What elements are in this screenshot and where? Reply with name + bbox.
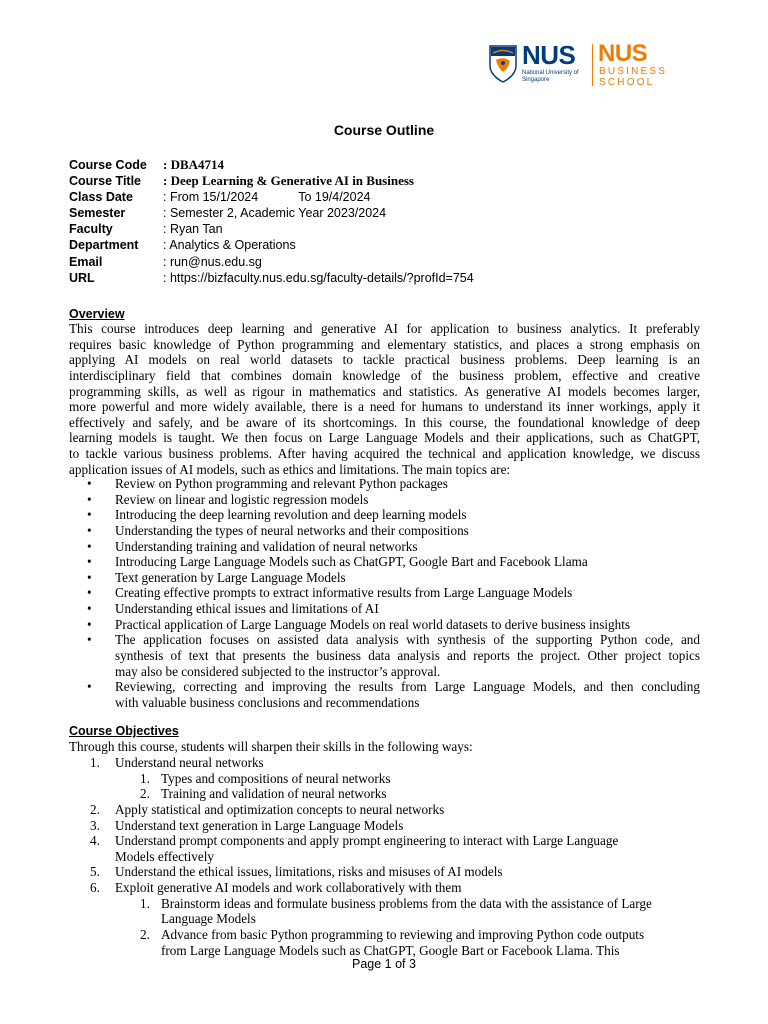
objective-text: Brainstorm ideas and formulate business problems from the data with the assistance of Large: [161, 895, 652, 911]
objective-item: [69, 818, 700, 834]
list-item-text: Understanding ethical issues and limitations of AI: [115, 601, 379, 617]
paragraph-line: learning models is taught. We then focus on Large Language Models and their applications, such as ChatGPT,: [69, 430, 700, 446]
objective-item: [69, 802, 700, 818]
info-row-email: [69, 254, 474, 270]
paragraph-line: to tackle various business problems. After having acquired the technical and application knowledge, we discuss: [69, 446, 700, 462]
info-value-end-date: To 19/4/2024: [298, 190, 371, 205]
overview-heading: Overview: [69, 307, 125, 321]
info-label: Class Date: [69, 190, 133, 205]
course-info-table: [69, 157, 474, 286]
bullet-icon: •: [87, 538, 92, 554]
email-link[interactable]: : run@nus.edu.sg: [163, 254, 262, 269]
info-label: Email: [69, 254, 103, 269]
objectives-intro: Through this course, students will sharpen their skills in the following ways:: [69, 739, 473, 754]
objective-item: [69, 849, 700, 865]
info-label: Course Code: [69, 158, 147, 172]
page-title: Course Outline: [333, 122, 435, 138]
objective-item: [69, 755, 700, 771]
business-school-logo-line1: BUSINESS: [599, 66, 668, 77]
nus-crest-icon: [488, 44, 518, 84]
business-school-logo-line2: SCHOOL: [599, 77, 655, 88]
list-item-text: Review on linear and logistic regression models: [115, 491, 369, 507]
nus-logo-subtext: National University of Singapore: [522, 70, 579, 83]
objective-number: 5.: [90, 864, 100, 880]
info-value: : Ryan Tan: [163, 222, 223, 237]
list-item-text: The application focuses on assisted data analysis with synthesis of the supporting Python code, and: [115, 632, 700, 648]
info-row-department: [69, 237, 474, 253]
list-item-text: Understanding training and validation of neural networks: [115, 538, 418, 554]
objectives-numbered-list: [69, 755, 700, 958]
list-item: [69, 570, 700, 586]
list-item: [69, 632, 700, 679]
info-value: : Analytics & Operations: [163, 238, 296, 253]
list-item-text: synthesis of text that presents the business data analysis and reports the project. Other project topics: [115, 648, 700, 664]
info-label: Semester: [69, 206, 126, 221]
paragraph-line: more powerful and more widely available, there is a need for humans to understand its inner workings, apply it: [69, 399, 700, 415]
objective-item: [69, 771, 700, 787]
nus-logo-text: NUS: [522, 40, 576, 70]
list-item: [69, 601, 700, 617]
objective-number: 4.: [90, 833, 100, 849]
list-item-text: Text generation by Large Language Models: [115, 569, 346, 585]
objective-text: Training and validation of neural networks: [161, 786, 387, 802]
list-item: [69, 617, 700, 633]
objective-text: Language Models: [161, 911, 256, 927]
bullet-icon: •: [87, 569, 92, 585]
bullet-icon: •: [87, 491, 92, 507]
paragraph-line: application issues of AI models, such as ethics and limitations. The main topics are:: [69, 461, 511, 477]
info-label: URL: [69, 270, 95, 285]
info-value: : Semester 2, Academic Year 2023/2024: [163, 206, 387, 221]
info-value: : DBA4714: [163, 157, 225, 172]
topics-bullet-list: [69, 476, 700, 711]
paragraph-line: programming skills, as well as rigour in mathematics and statistics. As generative AI models becomes larger,: [69, 383, 700, 399]
info-row-faculty: [69, 221, 474, 237]
objective-item: [69, 864, 700, 880]
info-row-class-date: [69, 189, 474, 205]
bullet-icon: •: [87, 585, 92, 601]
list-item: [69, 523, 700, 539]
objective-text: from Large Language Models such as ChatGPT, Google Bart or Facebook Llama. This: [161, 942, 620, 958]
bullet-icon: •: [87, 632, 92, 648]
list-item: [69, 679, 700, 710]
objective-text: Apply statistical and optimization concepts to neural networks: [115, 801, 445, 817]
objective-item: [69, 896, 700, 912]
info-label: Faculty: [69, 222, 113, 237]
objective-item: [69, 911, 700, 927]
paragraph-line: interdisciplinary field that combines domain knowledge of the business problem, effective and creative: [69, 367, 700, 383]
objective-text: Models effectively: [115, 848, 214, 864]
info-row-course-title: [69, 173, 474, 189]
bullet-icon: •: [87, 679, 92, 695]
objective-number: 6.: [90, 880, 100, 896]
list-item-text: with valuable business conclusions and recommendations: [115, 694, 420, 710]
list-item-text: may also be considered subjected to the instructor’s approval.: [115, 663, 441, 679]
overview-paragraph: [69, 321, 700, 477]
bullet-icon: •: [87, 616, 92, 632]
bullet-icon: •: [87, 601, 92, 617]
info-row-url: [69, 270, 474, 286]
header-logos: [486, 40, 686, 92]
objective-text: Understand text generation in Large Language Models: [115, 817, 404, 833]
objective-number: 1.: [90, 755, 100, 770]
objective-number: 3.: [90, 817, 100, 833]
objective-number: 2.: [90, 801, 100, 817]
business-school-logo-text: NUS: [598, 40, 648, 67]
list-item: [69, 507, 700, 523]
logo-divider: [592, 44, 593, 86]
list-item: [69, 539, 700, 555]
paragraph-line: requires basic knowledge of Python programming and elementary statistics, and places a strong emphasis on: [69, 336, 700, 352]
objective-text: Understand prompt components and apply prompt engineering to interact with Large Language: [115, 833, 619, 849]
objectives-heading: Course Objectives: [69, 724, 179, 738]
info-label: Course Title: [69, 174, 142, 189]
list-item-text: Understanding the types of neural networks and their compositions: [115, 522, 469, 538]
url-link[interactable]: : https://bizfaculty.nus.edu.sg/faculty-details/?profId=754: [163, 270, 474, 285]
objective-text: Understand the ethical issues, limitations, risks and misuses of AI models: [115, 864, 503, 880]
objective-item: [69, 927, 700, 943]
paragraph-line: effectively and safely, and be aware of its shortcomings. In this course, the foundational knowledge of deep: [69, 414, 700, 430]
bullet-icon: •: [87, 476, 92, 491]
objective-item: [69, 943, 700, 959]
info-label: Department: [69, 238, 139, 253]
list-item-text: Creating effective prompts to extract informative results from Large Language Models: [115, 585, 573, 601]
page-number: Page 1 of 3: [352, 957, 416, 971]
objective-number: 1.: [140, 895, 150, 911]
info-row-course-code: [69, 157, 474, 173]
bullet-icon: •: [87, 507, 92, 523]
objective-item: [69, 786, 700, 802]
objective-text: Advance from basic Python programming to reviewing and improving Python code outputs: [161, 927, 645, 943]
list-item: [69, 554, 700, 570]
objective-number: 2.: [140, 927, 150, 943]
bullet-icon: •: [87, 522, 92, 538]
objective-number: 2.: [140, 786, 150, 802]
list-item-text: Introducing the deep learning revolution and deep learning models: [115, 507, 467, 523]
objective-text: Exploit generative AI models and work collaboratively with them: [115, 880, 462, 896]
info-value: : From 15/1/2024: [163, 190, 259, 205]
list-item-text: Review on Python programming and relevant Python packages: [115, 476, 448, 491]
objective-number: 1.: [140, 770, 150, 786]
objective-item: [69, 833, 700, 849]
list-item: [69, 585, 700, 601]
paragraph-line: This course introduces deep learning and generative AI for application to business analytics. It preferably: [69, 321, 700, 336]
list-item-text: Introducing Large Language Models such as ChatGPT, Google Bart and Facebook Llama: [115, 554, 588, 570]
objective-text: Understand neural networks: [115, 755, 264, 770]
info-row-semester: [69, 205, 474, 221]
objective-text: Types and compositions of neural networks: [161, 770, 391, 786]
list-item: [69, 492, 700, 508]
list-item-text: Reviewing, correcting and improving the results from Large Language Models, and then concluding: [115, 679, 700, 695]
bullet-icon: •: [87, 554, 92, 570]
list-item: [69, 476, 700, 492]
objective-item: [69, 880, 700, 896]
info-value: : Deep Learning & Generative AI in Business: [163, 173, 414, 189]
list-item-text: Practical application of Large Language Models on real world datasets to derive business insights: [115, 616, 631, 632]
paragraph-line: applying AI models on real world datasets to tackle practical business problems. Deep learning is an: [69, 352, 700, 368]
